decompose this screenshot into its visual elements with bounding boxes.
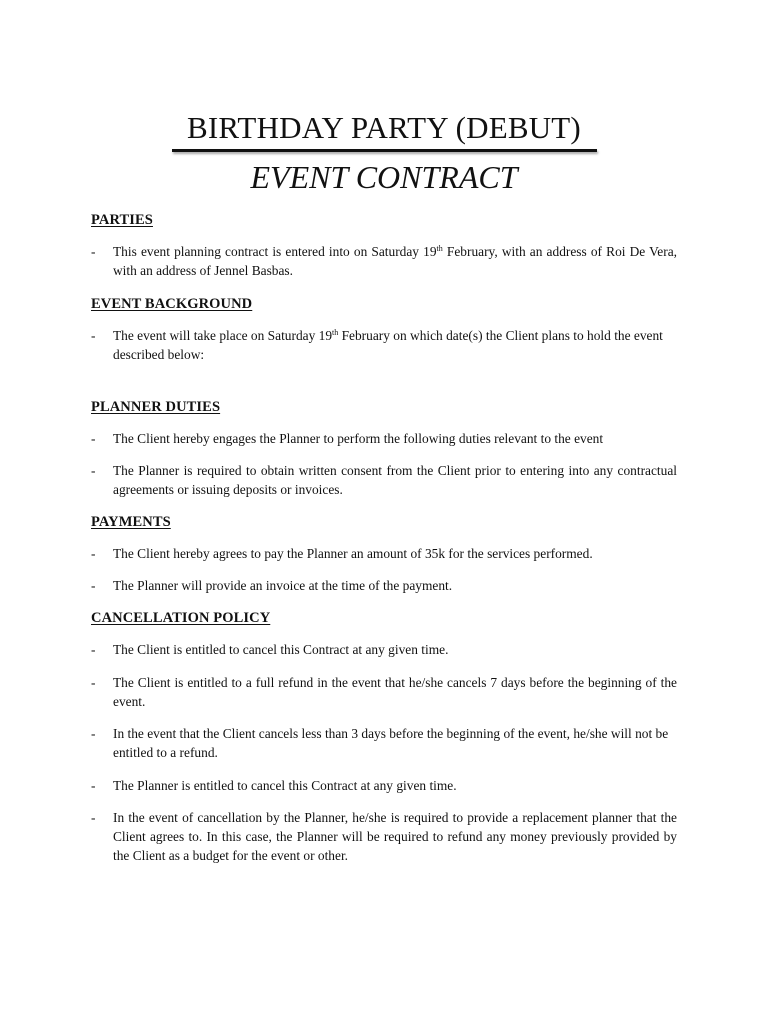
list-item-text: The Planner is entitled to cancel this Contract at any given time. bbox=[113, 778, 457, 793]
bullet-dash: - bbox=[91, 642, 96, 657]
list-item-text: The Client hereby agrees to pay the Planner an amount of 35k for the services performed. bbox=[113, 546, 593, 561]
list-item-text: The Client is entitled to cancel this Contract at any given time. bbox=[113, 642, 449, 657]
list-item bbox=[91, 576, 677, 595]
bullet-dash: - bbox=[91, 675, 96, 690]
list-item bbox=[91, 776, 677, 795]
section-heading-cancellation-policy: CANCELLATION POLICY bbox=[91, 610, 271, 626]
bullet-dash: - bbox=[91, 328, 96, 343]
list-item-text: The Planner will provide an invoice at the time of the payment. bbox=[113, 578, 453, 593]
list-item bbox=[91, 429, 677, 448]
bullet-dash: - bbox=[91, 431, 96, 446]
bullet-dash: - bbox=[91, 244, 96, 259]
section-heading-planner-duties: PLANNER DUTIES bbox=[91, 399, 221, 415]
list-item-text: The Client hereby engages the Planner to perform the following duties relevant to the event bbox=[113, 431, 604, 446]
document-subtitle: EVENT CONTRACT bbox=[250, 159, 518, 195]
section-heading-payments: PAYMENTS bbox=[91, 514, 171, 530]
bullet-dash: - bbox=[91, 463, 96, 478]
list-item bbox=[91, 242, 677, 280]
title-divider bbox=[172, 149, 597, 152]
section-heading-event-background: EVENT BACKGROUND bbox=[91, 296, 253, 312]
bullet-dash: - bbox=[91, 546, 96, 561]
list-item bbox=[91, 544, 677, 563]
list-item-text: This event planning contract is entered into on Saturday 19th February, with an address of Roi De Vera, with an address of Jennel Basbas. bbox=[113, 244, 677, 278]
list-item-text: The event will take place on Saturday 19th February on which date(s) the Client plans to hold the event described below: bbox=[113, 328, 663, 362]
list-item bbox=[91, 673, 677, 711]
list-item-text: In the event that the Client cancels less than 3 days before the beginning of the event, he/she will not be entitled to a refund. bbox=[113, 726, 669, 760]
bullet-dash: - bbox=[91, 778, 96, 793]
list-item bbox=[91, 461, 677, 499]
list-item-text: The Client is entitled to a full refund in the event that he/she cancels 7 days before the beginning of the event. bbox=[113, 675, 677, 709]
list-item bbox=[91, 640, 677, 659]
list-item bbox=[91, 724, 677, 762]
list-item bbox=[91, 808, 677, 865]
list-item-text: In the event of cancellation by the Planner, he/she is required to provide a replacement planner that the Client agrees to. In this case, the Planner will be required to refund any money previously provided by the Client as a budget for the event or other. bbox=[113, 810, 677, 863]
bullet-dash: - bbox=[91, 578, 96, 593]
list-item-text: The Planner is required to obtain written consent from the Client prior to entering into any contractual agreements or issuing deposits or invoices. bbox=[113, 463, 677, 497]
list-item bbox=[91, 326, 677, 364]
document-title: BIRTHDAY PARTY (DEBUT) bbox=[187, 110, 581, 145]
bullet-dash: - bbox=[91, 726, 96, 741]
section-heading-parties: PARTIES bbox=[91, 212, 153, 228]
bullet-dash: - bbox=[91, 810, 96, 825]
